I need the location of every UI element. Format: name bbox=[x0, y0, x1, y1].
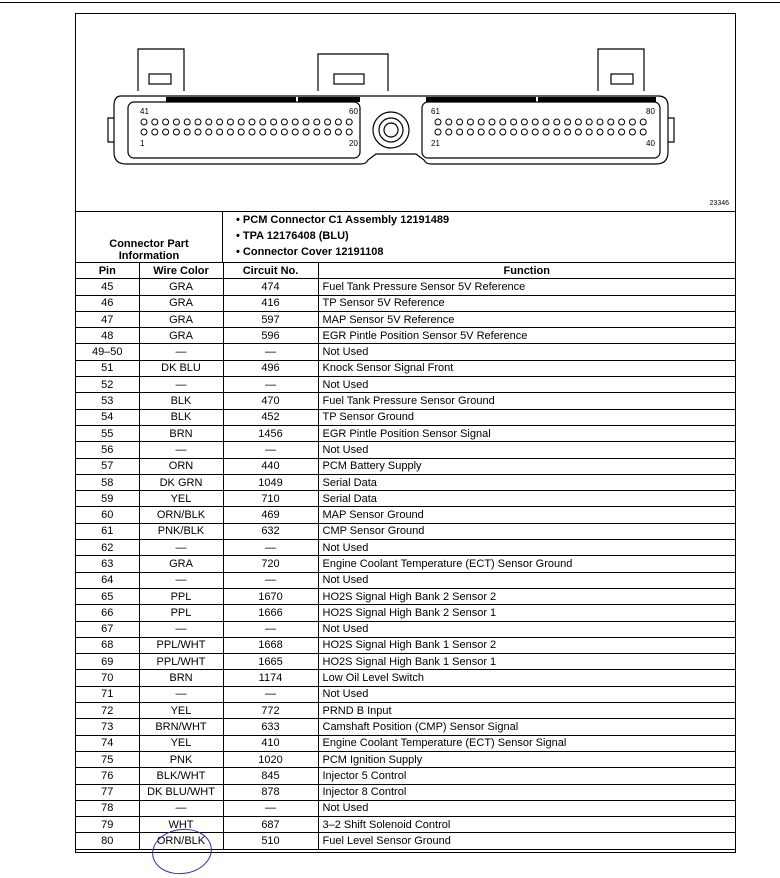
function-cell: TP Sensor Ground bbox=[318, 409, 735, 425]
pin-cell: 63 bbox=[76, 556, 139, 572]
pin-cell: 64 bbox=[76, 572, 139, 588]
pin-cell: 45 bbox=[76, 279, 139, 295]
connector-pin bbox=[565, 129, 571, 135]
connector-pin bbox=[292, 129, 298, 135]
function-cell: Not Used bbox=[318, 800, 735, 816]
pin-cell: 62 bbox=[76, 540, 139, 556]
pin-cell: 53 bbox=[76, 393, 139, 409]
function-cell: Not Used bbox=[318, 540, 735, 556]
pin-cell: 75 bbox=[76, 751, 139, 767]
connector-pin bbox=[346, 129, 352, 135]
connector-pin bbox=[543, 119, 549, 125]
pin-cell: 70 bbox=[76, 670, 139, 686]
function-cell: PCM Battery Supply bbox=[318, 458, 735, 474]
pin-cell: 47 bbox=[76, 311, 139, 327]
heading-line-1: Connector Part bbox=[109, 238, 189, 250]
connector-pin bbox=[217, 129, 223, 135]
wire-color-cell: YEL bbox=[139, 491, 223, 507]
connector-pin bbox=[640, 129, 646, 135]
function-cell: Not Used bbox=[318, 442, 735, 458]
pin-cell: 56 bbox=[76, 442, 139, 458]
connector-pin bbox=[260, 119, 266, 125]
circuit-no-cell: 596 bbox=[223, 328, 318, 344]
pin-cell: 65 bbox=[76, 588, 139, 604]
pin-label-21: 21 bbox=[431, 139, 440, 148]
function-cell: Low Oil Level Switch bbox=[318, 670, 735, 686]
connector-pin bbox=[303, 129, 309, 135]
wire-color-cell: YEL bbox=[139, 735, 223, 751]
wire-color-cell: GRA bbox=[139, 328, 223, 344]
wire-color-cell: — bbox=[139, 540, 223, 556]
connector-pin bbox=[500, 129, 506, 135]
circuit-no-cell: 845 bbox=[223, 768, 318, 784]
circuit-no-cell: 474 bbox=[223, 279, 318, 295]
circuit-no-cell: 687 bbox=[223, 817, 318, 833]
connector-pin bbox=[314, 129, 320, 135]
circuit-no-cell: 496 bbox=[223, 360, 318, 376]
wire-color-cell: PPL bbox=[139, 605, 223, 621]
wire-color-cell: BRN bbox=[139, 670, 223, 686]
table-row bbox=[76, 768, 735, 784]
connector-pin bbox=[325, 129, 331, 135]
function-cell: PRND B Input bbox=[318, 703, 735, 719]
pin-cell: 77 bbox=[76, 784, 139, 800]
connector-pin bbox=[238, 129, 244, 135]
pin-cell: 72 bbox=[76, 703, 139, 719]
table-row bbox=[76, 507, 735, 523]
table-row bbox=[76, 311, 735, 327]
wire-color-cell: GRA bbox=[139, 556, 223, 572]
function-cell: Fuel Tank Pressure Sensor Ground bbox=[318, 393, 735, 409]
circuit-no-cell: 710 bbox=[223, 491, 318, 507]
wire-color-cell: BLK/WHT bbox=[139, 768, 223, 784]
connector-diagram bbox=[76, 14, 735, 211]
header-circuit-no: Circuit No. bbox=[223, 263, 318, 279]
circuit-no-cell: — bbox=[223, 572, 318, 588]
table-row bbox=[76, 735, 735, 751]
wire-color-cell: DK BLU bbox=[139, 360, 223, 376]
table-row bbox=[76, 670, 735, 686]
function-cell: Not Used bbox=[318, 377, 735, 393]
function-cell: Not Used bbox=[318, 572, 735, 588]
wire-color-cell: ORN/BLK bbox=[139, 833, 223, 849]
wire-color-cell: DK GRN bbox=[139, 474, 223, 490]
table-row bbox=[76, 686, 735, 702]
wire-color-cell: BLK bbox=[139, 393, 223, 409]
connector-pin bbox=[173, 119, 179, 125]
connector-assembly-list bbox=[236, 212, 449, 260]
wire-color-cell: PPL/WHT bbox=[139, 637, 223, 653]
circuit-no-cell: 1666 bbox=[223, 605, 318, 621]
header-pin: Pin bbox=[76, 263, 139, 279]
pin-cell: 60 bbox=[76, 507, 139, 523]
circuit-no-cell: 878 bbox=[223, 784, 318, 800]
connector-pin bbox=[217, 119, 223, 125]
wire-color-cell: — bbox=[139, 442, 223, 458]
function-cell: CMP Sensor Ground bbox=[318, 523, 735, 539]
pin-label-61: 61 bbox=[431, 107, 440, 116]
connector-pin bbox=[521, 119, 527, 125]
connector-pin bbox=[446, 119, 452, 125]
pin-cell: 73 bbox=[76, 719, 139, 735]
circuit-no-cell: 1665 bbox=[223, 654, 318, 670]
pin-cell: 79 bbox=[76, 817, 139, 833]
connector-pin bbox=[586, 119, 592, 125]
circuit-no-cell: 452 bbox=[223, 409, 318, 425]
function-cell: Serial Data bbox=[318, 491, 735, 507]
table-row bbox=[76, 719, 735, 735]
connector-pin bbox=[271, 119, 277, 125]
table-row bbox=[76, 654, 735, 670]
connector-pin bbox=[511, 119, 517, 125]
wire-color-cell: PNK bbox=[139, 751, 223, 767]
document-frame bbox=[75, 13, 736, 853]
connector-pin bbox=[467, 119, 473, 125]
connector-pin bbox=[173, 129, 179, 135]
table-row bbox=[76, 360, 735, 376]
connector-pin bbox=[608, 119, 614, 125]
wire-color-cell: PPL bbox=[139, 588, 223, 604]
connector-pin bbox=[227, 129, 233, 135]
connector-pin bbox=[152, 119, 158, 125]
function-cell: EGR Pintle Position Sensor Signal bbox=[318, 425, 735, 441]
connector-pin bbox=[586, 129, 592, 135]
pin-cell: 74 bbox=[76, 735, 139, 751]
function-cell: 3–2 Shift Solenoid Control bbox=[318, 817, 735, 833]
pin-label-20: 20 bbox=[349, 139, 358, 148]
function-cell: Fuel Tank Pressure Sensor 5V Reference bbox=[318, 279, 735, 295]
assembly-item: • Connector Cover 12191108 bbox=[236, 246, 384, 258]
wire-color-cell: — bbox=[139, 686, 223, 702]
circuit-no-cell: 1670 bbox=[223, 588, 318, 604]
connector-pin bbox=[457, 129, 463, 135]
connector-pin bbox=[435, 119, 441, 125]
connector-pin bbox=[163, 129, 169, 135]
connector-pin bbox=[227, 119, 233, 125]
connector-pin bbox=[478, 129, 484, 135]
circuit-no-cell: — bbox=[223, 540, 318, 556]
connector-info-section bbox=[76, 211, 735, 263]
connector-pin bbox=[281, 119, 287, 125]
function-cell: TP Sensor 5V Reference bbox=[318, 295, 735, 311]
circuit-no-cell: — bbox=[223, 344, 318, 360]
table-row bbox=[76, 279, 735, 295]
pin-cell: 68 bbox=[76, 637, 139, 653]
connector-pin bbox=[195, 119, 201, 125]
circuit-no-cell: — bbox=[223, 621, 318, 637]
pin-label-80: 80 bbox=[646, 107, 655, 116]
table-row bbox=[76, 523, 735, 539]
wire-color-cell: — bbox=[139, 572, 223, 588]
wire-color-cell: GRA bbox=[139, 311, 223, 327]
circuit-no-cell: 416 bbox=[223, 295, 318, 311]
pin-cell: 49–50 bbox=[76, 344, 139, 360]
connector-pin bbox=[629, 119, 635, 125]
function-cell: HO2S Signal High Bank 1 Sensor 1 bbox=[318, 654, 735, 670]
table-row bbox=[76, 800, 735, 816]
top-rule bbox=[0, 2, 780, 3]
connector-pin bbox=[184, 119, 190, 125]
heading-line-2: Information bbox=[118, 250, 180, 262]
connector-pin bbox=[629, 129, 635, 135]
connector-pin bbox=[489, 119, 495, 125]
connector-pin bbox=[335, 119, 341, 125]
function-cell: HO2S Signal High Bank 2 Sensor 1 bbox=[318, 605, 735, 621]
connector-drawing bbox=[76, 14, 735, 211]
connector-pin bbox=[511, 129, 517, 135]
function-cell: MAP Sensor 5V Reference bbox=[318, 311, 735, 327]
wire-color-cell: — bbox=[139, 377, 223, 393]
wire-color-cell: ORN/BLK bbox=[139, 507, 223, 523]
circuit-no-cell: 772 bbox=[223, 703, 318, 719]
pin-cell: 69 bbox=[76, 654, 139, 670]
pin-cell: 46 bbox=[76, 295, 139, 311]
function-cell: HO2S Signal High Bank 1 Sensor 2 bbox=[318, 637, 735, 653]
connector-pin bbox=[457, 119, 463, 125]
connector-pin bbox=[532, 129, 538, 135]
wire-color-cell: ORN bbox=[139, 458, 223, 474]
connector-pin bbox=[206, 129, 212, 135]
connector-pin bbox=[554, 119, 560, 125]
connector-pin bbox=[619, 119, 625, 125]
wire-color-cell: PNK/BLK bbox=[139, 523, 223, 539]
circuit-no-cell: 1174 bbox=[223, 670, 318, 686]
circuit-no-cell: — bbox=[223, 442, 318, 458]
circuit-no-cell: 469 bbox=[223, 507, 318, 523]
table-row bbox=[76, 605, 735, 621]
connector-pin bbox=[467, 129, 473, 135]
connector-pin bbox=[435, 129, 441, 135]
circuit-no-cell: — bbox=[223, 686, 318, 702]
connector-pin bbox=[152, 129, 158, 135]
wire-color-cell: — bbox=[139, 621, 223, 637]
connector-pin bbox=[249, 119, 255, 125]
connector-pin bbox=[238, 119, 244, 125]
function-cell: MAP Sensor Ground bbox=[318, 507, 735, 523]
table-row bbox=[76, 572, 735, 588]
connector-pin bbox=[249, 129, 255, 135]
circuit-no-cell: 720 bbox=[223, 556, 318, 572]
wire-color-cell: GRA bbox=[139, 295, 223, 311]
connector-part-info-heading bbox=[76, 212, 223, 263]
circuit-no-cell: 1049 bbox=[223, 474, 318, 490]
circuit-no-cell: 1668 bbox=[223, 637, 318, 653]
wire-color-cell: BRN bbox=[139, 425, 223, 441]
connector-pin bbox=[163, 119, 169, 125]
pinout-table-body bbox=[76, 279, 735, 849]
table-row bbox=[76, 637, 735, 653]
pinout-table bbox=[76, 262, 735, 850]
table-row bbox=[76, 458, 735, 474]
pin-label-60: 60 bbox=[349, 107, 358, 116]
pin-cell: 54 bbox=[76, 409, 139, 425]
connector-pin bbox=[521, 129, 527, 135]
function-cell: Engine Coolant Temperature (ECT) Sensor Signal bbox=[318, 735, 735, 751]
circuit-no-cell: 633 bbox=[223, 719, 318, 735]
connector-pin bbox=[314, 119, 320, 125]
connector-pin bbox=[608, 129, 614, 135]
connector-pin bbox=[575, 129, 581, 135]
wire-color-cell: PPL/WHT bbox=[139, 654, 223, 670]
table-row bbox=[76, 621, 735, 637]
connector-pin bbox=[619, 129, 625, 135]
table-row bbox=[76, 751, 735, 767]
pin-cell: 52 bbox=[76, 377, 139, 393]
function-cell: Engine Coolant Temperature (ECT) Sensor Ground bbox=[318, 556, 735, 572]
function-cell: Fuel Level Sensor Ground bbox=[318, 833, 735, 849]
pin-cell: 67 bbox=[76, 621, 139, 637]
connector-pin bbox=[565, 119, 571, 125]
pin-cell: 57 bbox=[76, 458, 139, 474]
function-cell: Not Used bbox=[318, 686, 735, 702]
header-function: Function bbox=[318, 263, 735, 279]
connector-pin bbox=[303, 119, 309, 125]
connector-pin bbox=[575, 119, 581, 125]
table-row bbox=[76, 393, 735, 409]
connector-pin bbox=[141, 129, 147, 135]
function-cell: Serial Data bbox=[318, 474, 735, 490]
wire-color-cell: GRA bbox=[139, 279, 223, 295]
pin-cell: 66 bbox=[76, 605, 139, 621]
connector-pin bbox=[260, 129, 266, 135]
assembly-item: • PCM Connector C1 Assembly 12191489 bbox=[236, 214, 450, 226]
wire-color-cell: WHT bbox=[139, 817, 223, 833]
pin-cell: 48 bbox=[76, 328, 139, 344]
circuit-no-cell: — bbox=[223, 800, 318, 816]
connector-pin bbox=[325, 119, 331, 125]
table-row bbox=[76, 442, 735, 458]
table-row bbox=[76, 474, 735, 490]
connector-pin bbox=[271, 129, 277, 135]
connector-pin bbox=[446, 129, 452, 135]
pin-cell: 71 bbox=[76, 686, 139, 702]
function-cell: Injector 5 Control bbox=[318, 768, 735, 784]
table-row bbox=[76, 425, 735, 441]
assembly-item: • TPA 12176408 (BLU) bbox=[236, 230, 349, 242]
connector-pin bbox=[184, 129, 190, 135]
connector-pin bbox=[554, 129, 560, 135]
connector-pin bbox=[532, 119, 538, 125]
pin-cell: 76 bbox=[76, 768, 139, 784]
function-cell: Knock Sensor Signal Front bbox=[318, 360, 735, 376]
pin-cell: 59 bbox=[76, 491, 139, 507]
pin-cell: 80 bbox=[76, 833, 139, 849]
circuit-no-cell: 632 bbox=[223, 523, 318, 539]
function-cell: HO2S Signal High Bank 2 Sensor 2 bbox=[318, 588, 735, 604]
circuit-no-cell: 1456 bbox=[223, 425, 318, 441]
circuit-no-cell: 1020 bbox=[223, 751, 318, 767]
connector-pin bbox=[543, 129, 549, 135]
wire-color-cell: — bbox=[139, 344, 223, 360]
table-row bbox=[76, 344, 735, 360]
table-row bbox=[76, 295, 735, 311]
connector-pin bbox=[597, 119, 603, 125]
circuit-no-cell: 410 bbox=[223, 735, 318, 751]
table-row bbox=[76, 328, 735, 344]
function-cell: EGR Pintle Position Sensor 5V Reference bbox=[318, 328, 735, 344]
connector-pin bbox=[640, 119, 646, 125]
connector-pin bbox=[281, 129, 287, 135]
function-cell: Injector 8 Control bbox=[318, 784, 735, 800]
wire-color-cell: — bbox=[139, 800, 223, 816]
table-row bbox=[76, 377, 735, 393]
function-cell: Camshaft Position (CMP) Sensor Signal bbox=[318, 719, 735, 735]
connector-pin bbox=[478, 119, 484, 125]
table-row bbox=[76, 703, 735, 719]
pin-label-41: 41 bbox=[140, 107, 149, 116]
table-row bbox=[76, 784, 735, 800]
pin-cell: 51 bbox=[76, 360, 139, 376]
pin-label-40: 40 bbox=[646, 139, 655, 148]
circuit-no-cell: 440 bbox=[223, 458, 318, 474]
connector-pin bbox=[500, 119, 506, 125]
table-row bbox=[76, 409, 735, 425]
circuit-no-cell: 597 bbox=[223, 311, 318, 327]
connector-pin bbox=[206, 119, 212, 125]
figure-id: 23346 bbox=[709, 200, 729, 207]
pin-label-1: 1 bbox=[140, 139, 145, 148]
connector-pin bbox=[346, 119, 352, 125]
table-row bbox=[76, 491, 735, 507]
table-row bbox=[76, 556, 735, 572]
function-cell: Not Used bbox=[318, 344, 735, 360]
connector-pin bbox=[489, 129, 495, 135]
connector-pin bbox=[335, 129, 341, 135]
wire-color-cell: DK BLU/WHT bbox=[139, 784, 223, 800]
circuit-no-cell: 470 bbox=[223, 393, 318, 409]
connector-pin bbox=[597, 129, 603, 135]
wire-color-cell: BLK bbox=[139, 409, 223, 425]
table-header-row bbox=[76, 263, 735, 279]
table-row bbox=[76, 540, 735, 556]
wire-color-cell: YEL bbox=[139, 703, 223, 719]
pin-cell: 58 bbox=[76, 474, 139, 490]
table-row bbox=[76, 588, 735, 604]
connector-pin bbox=[141, 119, 147, 125]
pin-cell: 55 bbox=[76, 425, 139, 441]
circuit-no-cell: — bbox=[223, 377, 318, 393]
header-wire-color: Wire Color bbox=[139, 263, 223, 279]
pin-cell: 61 bbox=[76, 523, 139, 539]
connector-pin bbox=[195, 129, 201, 135]
wire-color-cell: BRN/WHT bbox=[139, 719, 223, 735]
circuit-no-cell: 510 bbox=[223, 833, 318, 849]
connector-pin bbox=[292, 119, 298, 125]
function-cell: Not Used bbox=[318, 621, 735, 637]
pin-cell: 78 bbox=[76, 800, 139, 816]
function-cell: PCM Ignition Supply bbox=[318, 751, 735, 767]
